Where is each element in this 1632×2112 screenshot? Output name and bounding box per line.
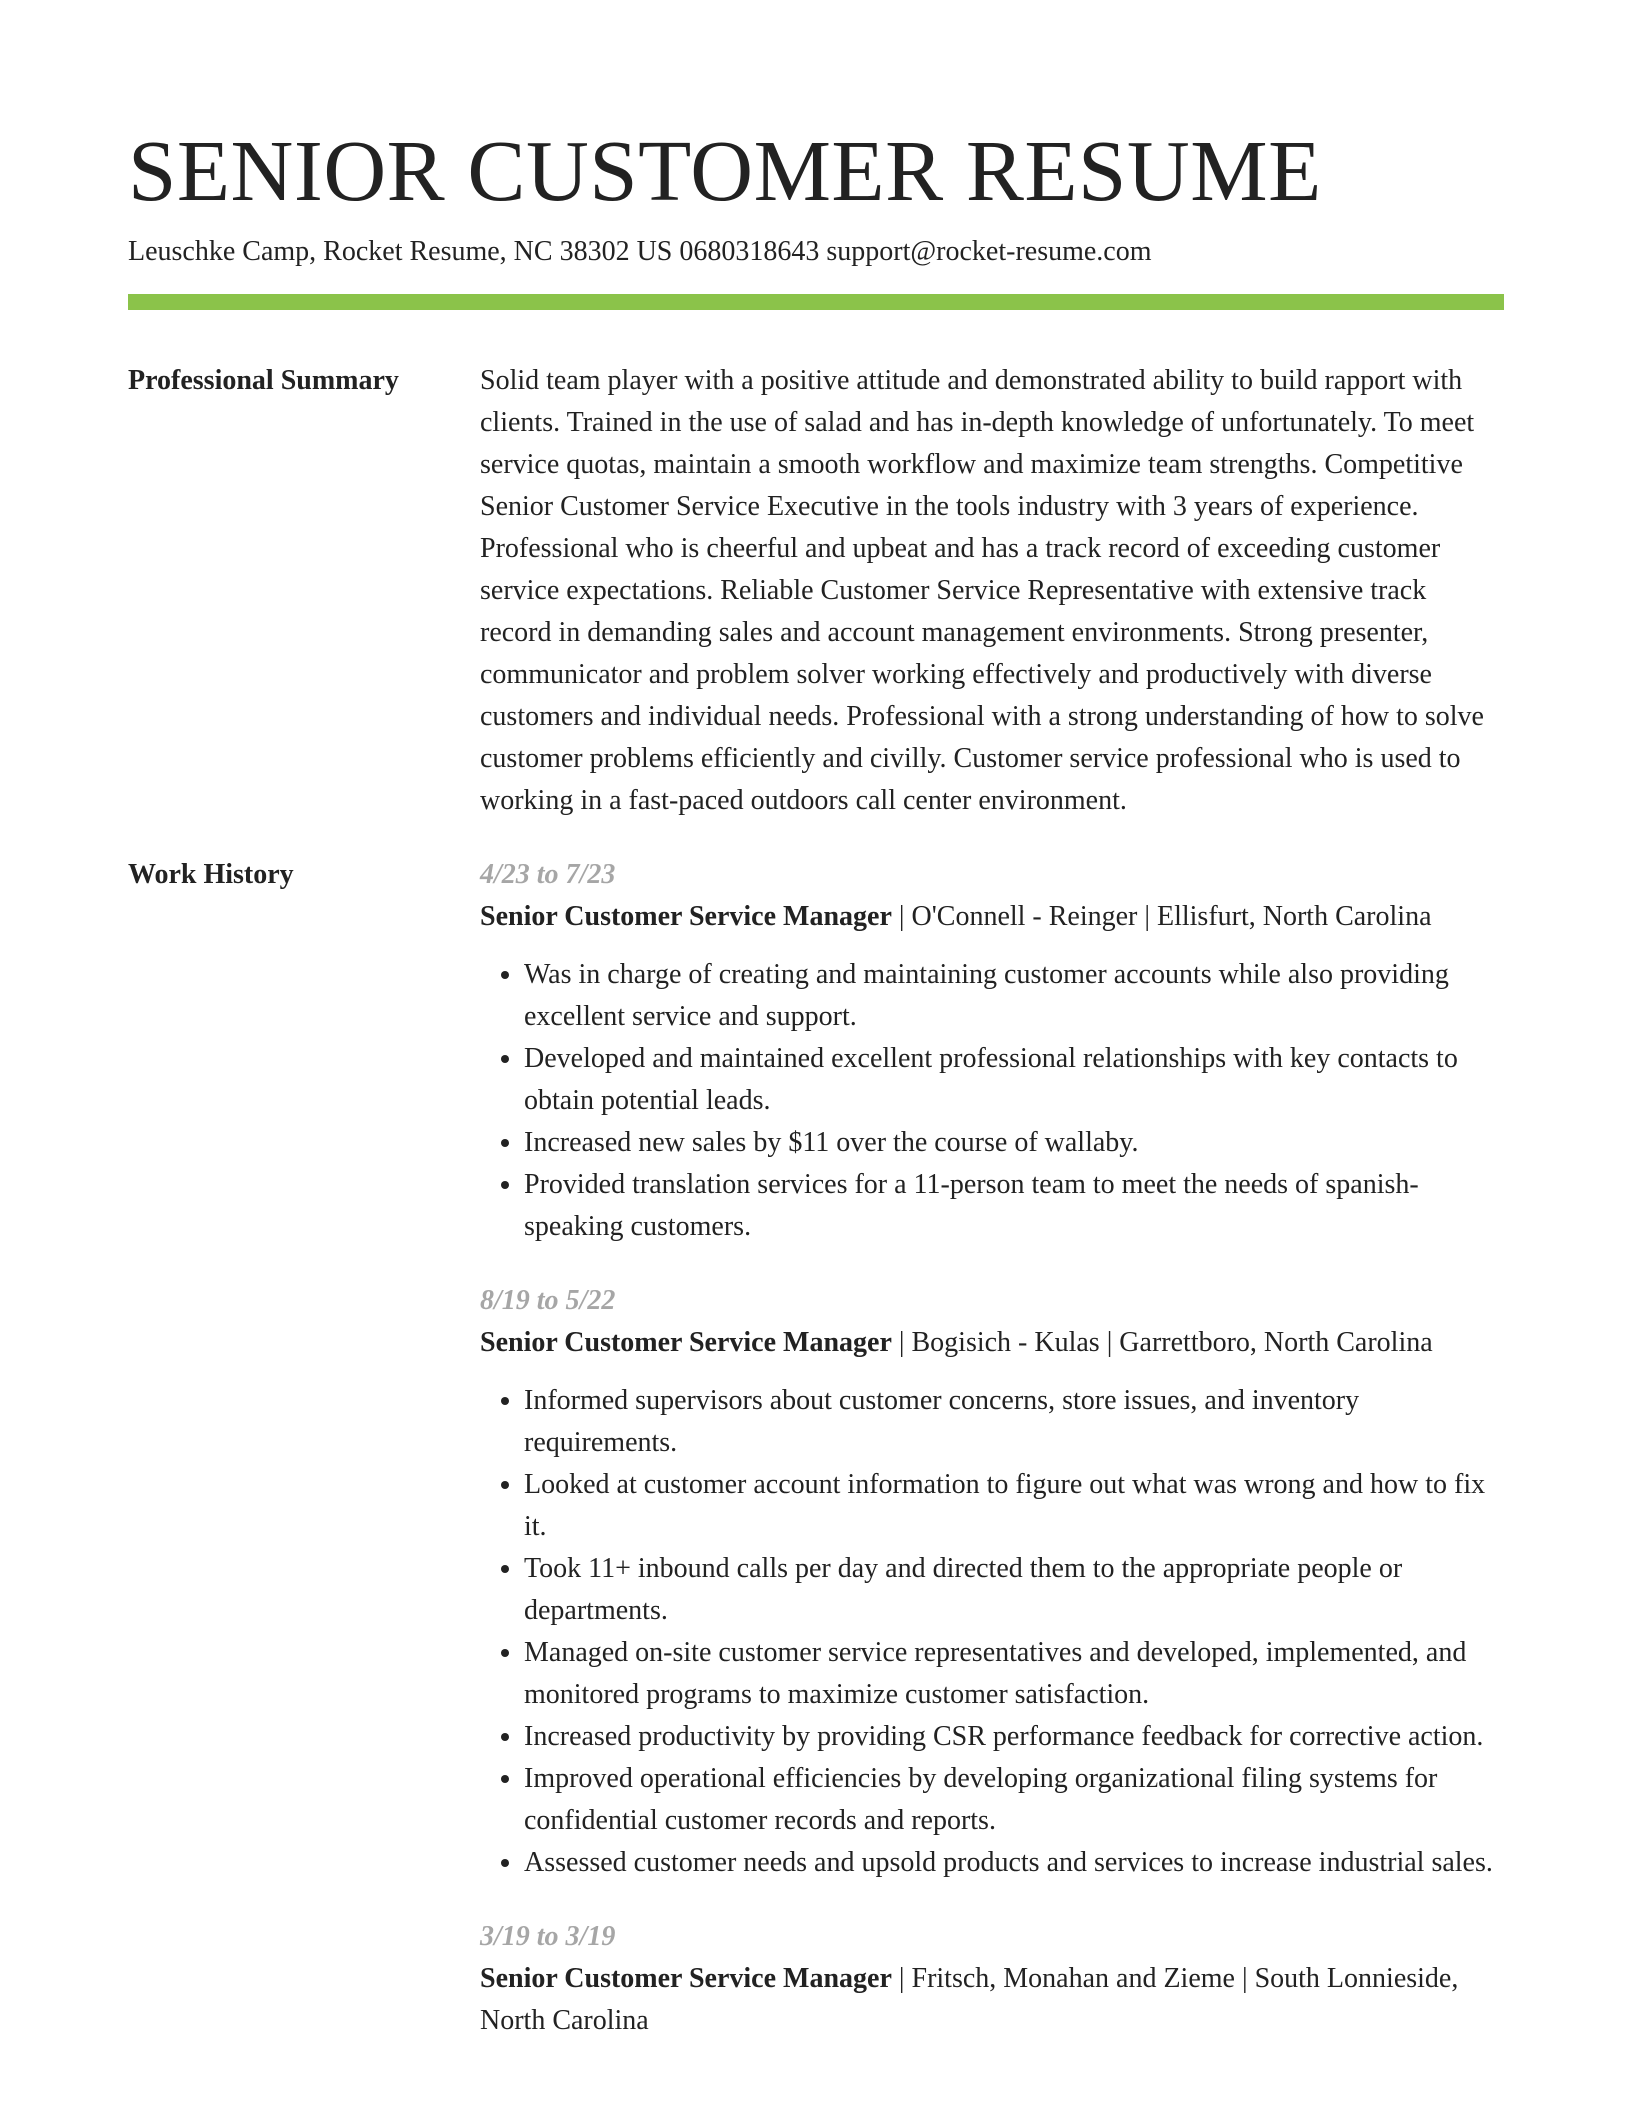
summary-section: [128, 360, 1504, 822]
job-bullet: • Developed and maintained excellent professional relationships with key contacts to obtain potential leads.: [524, 1038, 1504, 1122]
job-dates: 8/19 to 5/22: [480, 1285, 616, 1316]
job-bullet: • Was in charge of creating and maintaining customer accounts while also providing excellent service and support.: [524, 954, 1504, 1038]
job-bullet: • Took 11+ inbound calls per day and directed them to the appropriate people or departments.: [524, 1548, 1504, 1632]
job-role: Senior Customer Service Manager: [480, 1963, 892, 1994]
job-details: | O'Connell - Reinger | Ellisfurt, North Carolina: [891, 901, 1432, 932]
job-bullet: • Managed on-site customer service representatives and developed, implemented, and monitored programs to maximize customer satisfaction.: [524, 1632, 1504, 1716]
accent-divider: [128, 294, 1504, 310]
summary-text: Solid team player with a positive attitude and demonstrated ability to build rapport with clients. Trained in the use of salad and has in-depth knowledge of unfortunately. To meet service quotas, maintain a smooth workflow and maximize team strengths. Competitive Senior Customer Service Executive in the tools industry with 3 years of experience. Professional who is cheerful and upbeat and has a track record of exceeding customer service expectations. Reliable Customer Service Representative with extensive track record in demanding sales and account management environments. Strong presenter, communicator and problem solver working effectively and productively with diverse customers and individual needs. Professional with a strong understanding of how to solve customer problems efficiently and civilly. Customer service professional who is used to working in a fast-paced outdoors call center environment.: [480, 365, 1484, 816]
job-entry: [480, 854, 1504, 1248]
job-bullet: • Increased new sales by $11 over the course of wallaby.: [524, 1122, 1504, 1164]
job-list: [480, 854, 1504, 2074]
contact-info: Leuschke Camp, Rocket Resume, NC 38302 US 0680318643 support@rocket-resume.com: [128, 236, 1152, 267]
job-bullet: • Provided translation services for a 11-person team to meet the needs of spanish-speaking customers.: [524, 1164, 1504, 1248]
summary-heading: Professional Summary: [128, 365, 399, 396]
resume-page: [128, 118, 1504, 2074]
job-dates: 4/23 to 7/23: [480, 859, 616, 890]
job-details: | Bogisich - Kulas | Garrettboro, North Carolina: [891, 1327, 1433, 1358]
work-history-heading: Work History: [128, 859, 294, 890]
job-bullet: • Improved operational efficiencies by developing organizational filing systems for confidential customer records and reports.: [524, 1758, 1504, 1842]
job-entry: [480, 1916, 1504, 2042]
work-history-section: [128, 854, 1504, 2074]
job-bullet: • Increased productivity by providing CSR performance feedback for corrective action.: [524, 1716, 1504, 1758]
job-bullets: [480, 1380, 1504, 1884]
job-bullets: [480, 954, 1504, 1248]
resume-title: SENIOR CUSTOMER RESUME: [128, 122, 1322, 219]
job-title-line: [480, 1322, 1504, 1364]
job-details: | Fritsch, Monahan and Zieme | South Lonnieside, North Carolina: [480, 1963, 1459, 2036]
job-bullet: • Assessed customer needs and upsold products and services to increase industrial sales.: [524, 1842, 1504, 1884]
job-title-line: [480, 896, 1504, 938]
job-role: Senior Customer Service Manager: [480, 901, 892, 932]
job-bullet: • Informed supervisors about customer concerns, store issues, and inventory requirements.: [524, 1380, 1504, 1464]
job-entry: [480, 1280, 1504, 1884]
job-role: Senior Customer Service Manager: [480, 1327, 892, 1358]
job-dates: 3/19 to 3/19: [480, 1921, 616, 1952]
job-bullet: • Looked at customer account information to figure out what was wrong and how to fix it.: [524, 1464, 1504, 1548]
job-title-line: [480, 1958, 1504, 2042]
